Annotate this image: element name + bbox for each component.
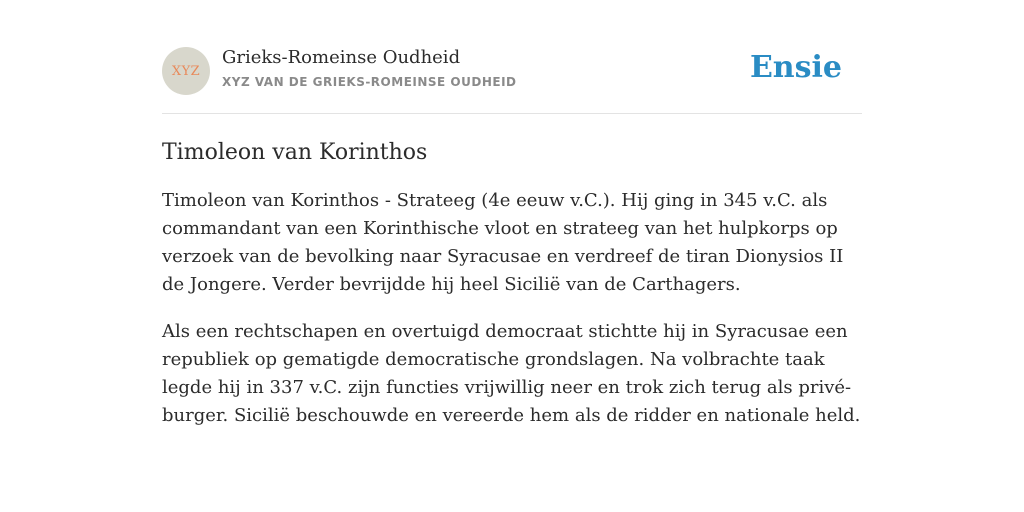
- entry-title: Timoleon van Korinthos: [162, 140, 428, 165]
- entry-paragraph-1: Timoleon van Korinthos - Strateeg (4e eeuw v.C.). Hij ging in 345 v.C. als commandant van een Korinthische vloot en strateeg van het hulpkorps op verzoek van de bevolking naar Syracusae en verdreef de tiran Dionysios II de Jongere. Verder bevrijdde hij heel Sicilië van de Carthagers.: [162, 190, 844, 295]
- entry-paragraph-2: Als een rechtschapen en overtuigd democraat stichtte hij in Syracusae een republiek op gematigde democratische grondslagen. Na volbrachte taak legde hij in 337 v.C. zijn functies vrijwillig neer en trok zich terug als privé-burger. Sicilië beschouwde en vereerde hem als de ridder en nationale held.: [162, 321, 861, 426]
- entry-header: [162, 44, 862, 114]
- source-name-link[interactable]: Grieks-Romeinse Oudheid: [222, 47, 461, 68]
- entry-card: [162, 44, 862, 430]
- source-avatar[interactable]: [162, 47, 210, 95]
- ensie-logo-link[interactable]: Ensie: [749, 50, 842, 85]
- avatar-label: XYZ: [171, 63, 201, 79]
- source-subtitle: XYZ VAN DE GRIEKS-ROMEINSE OUDHEID: [222, 75, 517, 89]
